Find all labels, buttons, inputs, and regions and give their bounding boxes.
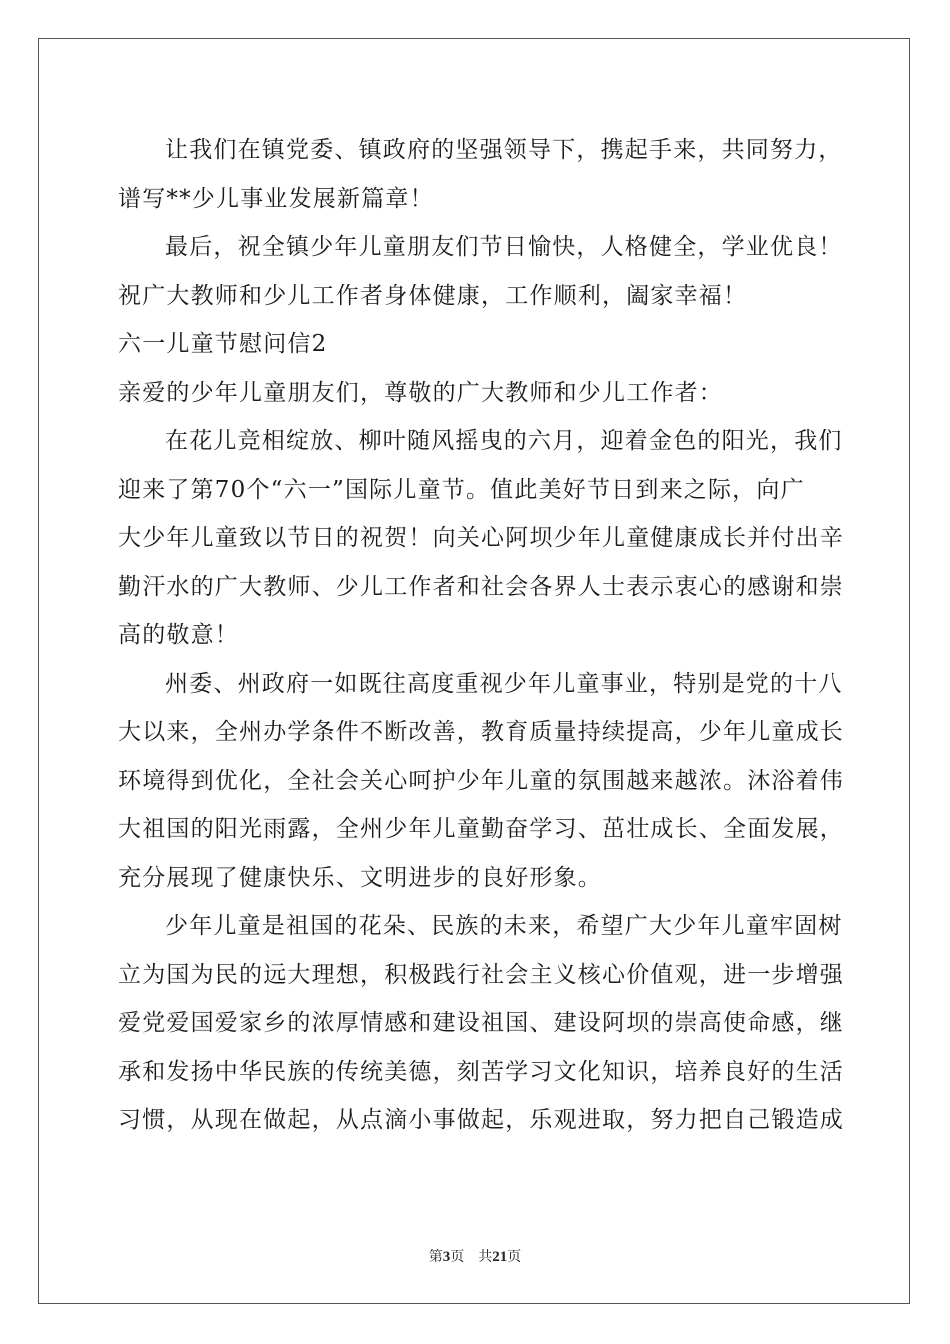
text-line: 大祖国的阳光雨露，全州少年儿童勤奋学习、茁壮成长、全面发展，: [118, 816, 844, 842]
text-line: 谱写**少儿事业发展新篇章！: [118, 185, 434, 212]
page-number: 第3页: [428, 1249, 465, 1265]
page-footer: [0, 1246, 950, 1266]
text-line: 少年儿童是祖国的花朵、民族的未来，希望广大少年儿童牢固树: [165, 913, 843, 939]
text-line: 充分展现了健康快乐、文明进步的良好形象。: [118, 864, 602, 891]
text-line: 承和发扬中华民族的传统美德，刻苦学习文化知识，培养良好的生活: [118, 1058, 844, 1085]
text-line: 大以来，全州办学条件不断改善，教育质量持续提高，少年儿童成长: [118, 719, 844, 745]
text-line: 祝广大教师和少儿工作者身体健康，工作顺利，阖家幸福！: [118, 282, 748, 309]
text-line: 迎来了第70个“六一”国际儿童节。值此美好节日到来之际，向广: [118, 476, 805, 503]
text-line: 大少年儿童致以节日的祝贺！向关心阿坝少年儿童健康成长并付出辛: [118, 525, 844, 551]
text-line: 勤汗水的广大教师、少儿工作者和社会各界人士表示衷心的感谢和崇: [118, 573, 844, 600]
text-line: 州委、州政府一如既往高度重视少年儿童事业，特别是党的十八: [165, 670, 843, 697]
text-line: 习惯，从现在做起，从点滴小事做起，乐观进取，努力把自己锻造成: [118, 1107, 844, 1133]
text-line: 立为国为民的远大理想，积极践行社会主义核心价值观，进一步增强: [118, 961, 844, 988]
page-total: 共21页: [478, 1249, 522, 1265]
text-line: 让我们在镇党委、镇政府的坚强领导下，携起手来，共同努力，: [165, 137, 843, 163]
document-body: [118, 126, 844, 1145]
text-line: 爱党爱国爱家乡的浓厚情感和建设祖国、建设阿坝的崇高使命感，继: [118, 1010, 844, 1036]
section-title: 六一儿童节慰问信2: [118, 331, 328, 357]
text-line: 在花儿竞相绽放、柳叶随风摇曳的六月，迎着金色的阳光，我们: [165, 428, 843, 454]
text-line: 最后，祝全镇少年儿童朋友们节日愉快，人格健全，学业优良！: [165, 234, 843, 260]
text-line: 环境得到优化，全社会关心呵护少年儿童的氛围越来越浓。沐浴着伟: [118, 767, 844, 794]
salutation: 亲爱的少年儿童朋友们，尊敬的广大教师和少儿工作者：: [118, 379, 723, 406]
text-line: 高的敬意！: [118, 622, 239, 648]
